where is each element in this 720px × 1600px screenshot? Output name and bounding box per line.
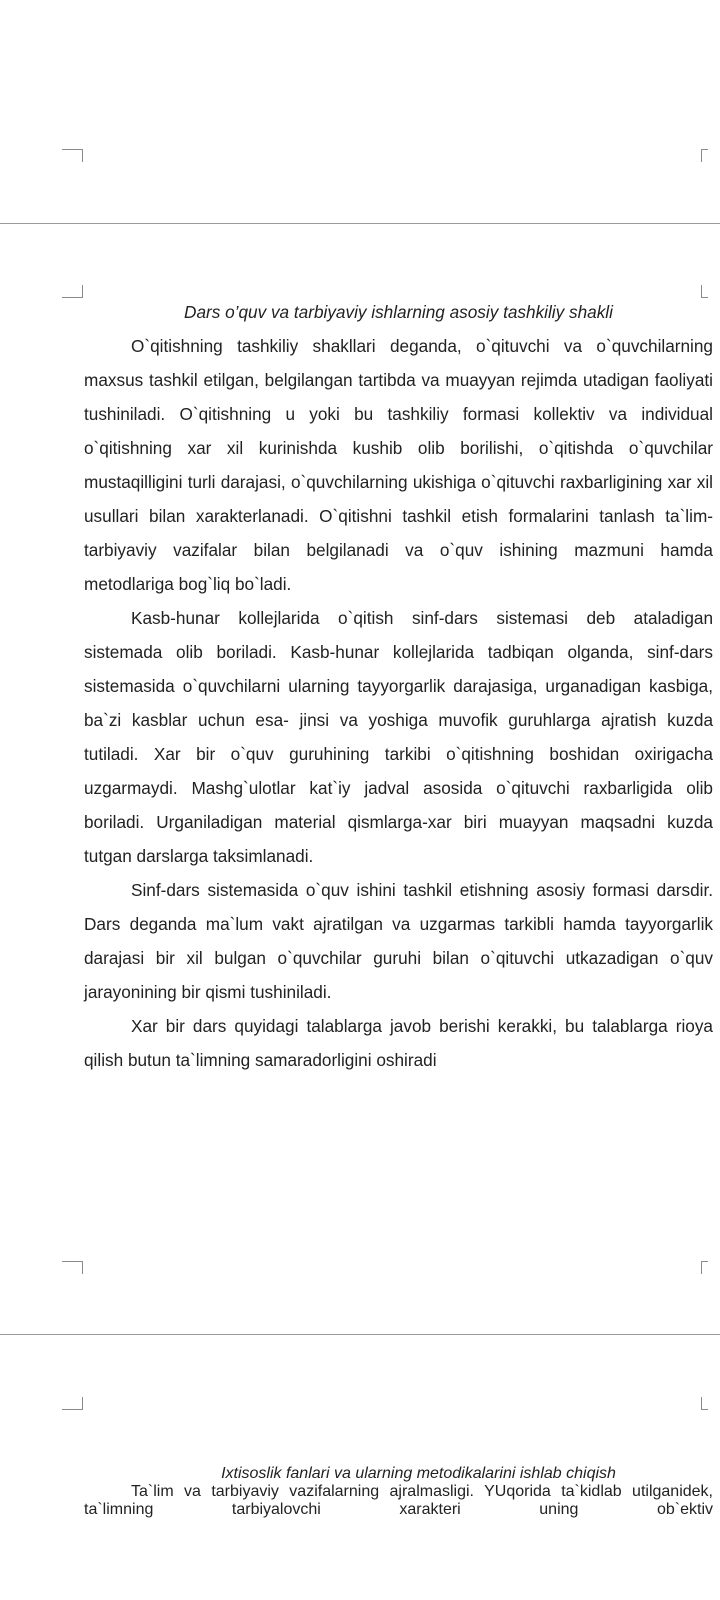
page-separator [0,223,720,224]
crop-mark-top-left [62,149,83,162]
paragraph: Xar bir dars quyidagi talablarga javob berishi kerakki, bu talablarga rioya qilish butun ta`limning samaradorligini oshiradi [84,1016,713,1070]
page-separator [0,1334,720,1335]
crop-mark-top-right [701,1261,708,1274]
page-body-next [84,1465,713,1600]
crop-mark-top-right [701,149,708,162]
paragraph: Kasb-hunar kollejlarida o`qitish sinf-dars sistemasi deb ataladigan sistemada olib boriladi. Kasb-hunar kollejlarida tadbiqan olganda, sinf-dars sistemasida o`quvchilarni ularning tayyorgarlik darajasiga, urganadigan kasbiga, ba`zi kasblar uchun esa- jinsi va yoshiga muvofik guruhlarga ajratish kuzda tutiladi. Xar bir o`quv guruhining tarkibi o`qitishning boshidan oxirigacha uzgarmaydi. Mashg`ulotlar kat`iy jadval asosida o`qituvchi raxbarligida olib boriladi. Urganiladigan material qismlarga-xar biri muayyan maqsadni kuzda tutgan darslarga taksimlanadi. [84,608,713,866]
crop-mark-bottom-right [701,1397,708,1410]
paragraph: Sinf-dars sistemasida o`quv ishini tashkil etishning asosiy formasi darsdir. Dars deganda ma`lum vakt ajratilgan va uzgarmas tarkibli hamda tayyorgarlik darajasi bir xil bulgan o`quvchilar guruhi bilan o`qituvchi utkazadigan o`quv jarayonining bir qismi tushiniladi. [84,880,713,1002]
paragraph: Ta`lim va tarbiyaviy vazifalarning ajralmasligi. YUqorida ta`kidlab utilganidek, ta`limning tarbiyalovchi xarakteri uning ob`ektiv [84,1483,713,1518]
section-heading: Ixtisoslik fanlari va ularning metodikalarini ishlab chiqish [221,1465,616,1482]
paragraph: O`qitishning tashkiliy shakllari deganda, o`qituvchi va o`quvchilarning maxsus tashkil etilgan, belgilangan tartibda va muayyan rejimda utadigan faoliyati tushiniladi. O`qitishning u yoki bu tashkiliy formasi kollektiv va individual o`qitishning xar xil kurinishda kushib olib borilishi, o`qitishda o`quvchilar mustaqilligini turli darajasi, o`quvchilarning ukishiga o`qituvchi raxbarligining xar xil usullari bilan xarakterlanadi. O`qitishni tashkil etish formalarini tanlash ta`lim-tarbiyaviy vazifalar bilan belgilanadi va o`quv ishining mazmuni hamda metodlariga bog`liq bo`ladi. [84,336,713,594]
crop-mark-bottom-left [62,1397,83,1410]
crop-mark-bottom-left [62,285,83,298]
section-heading: Dars o’quv va tarbiyaviy ishlarning asosiy tashkiliy shakli [184,302,613,322]
crop-mark-top-left [62,1261,83,1274]
page-body [84,295,713,1077]
